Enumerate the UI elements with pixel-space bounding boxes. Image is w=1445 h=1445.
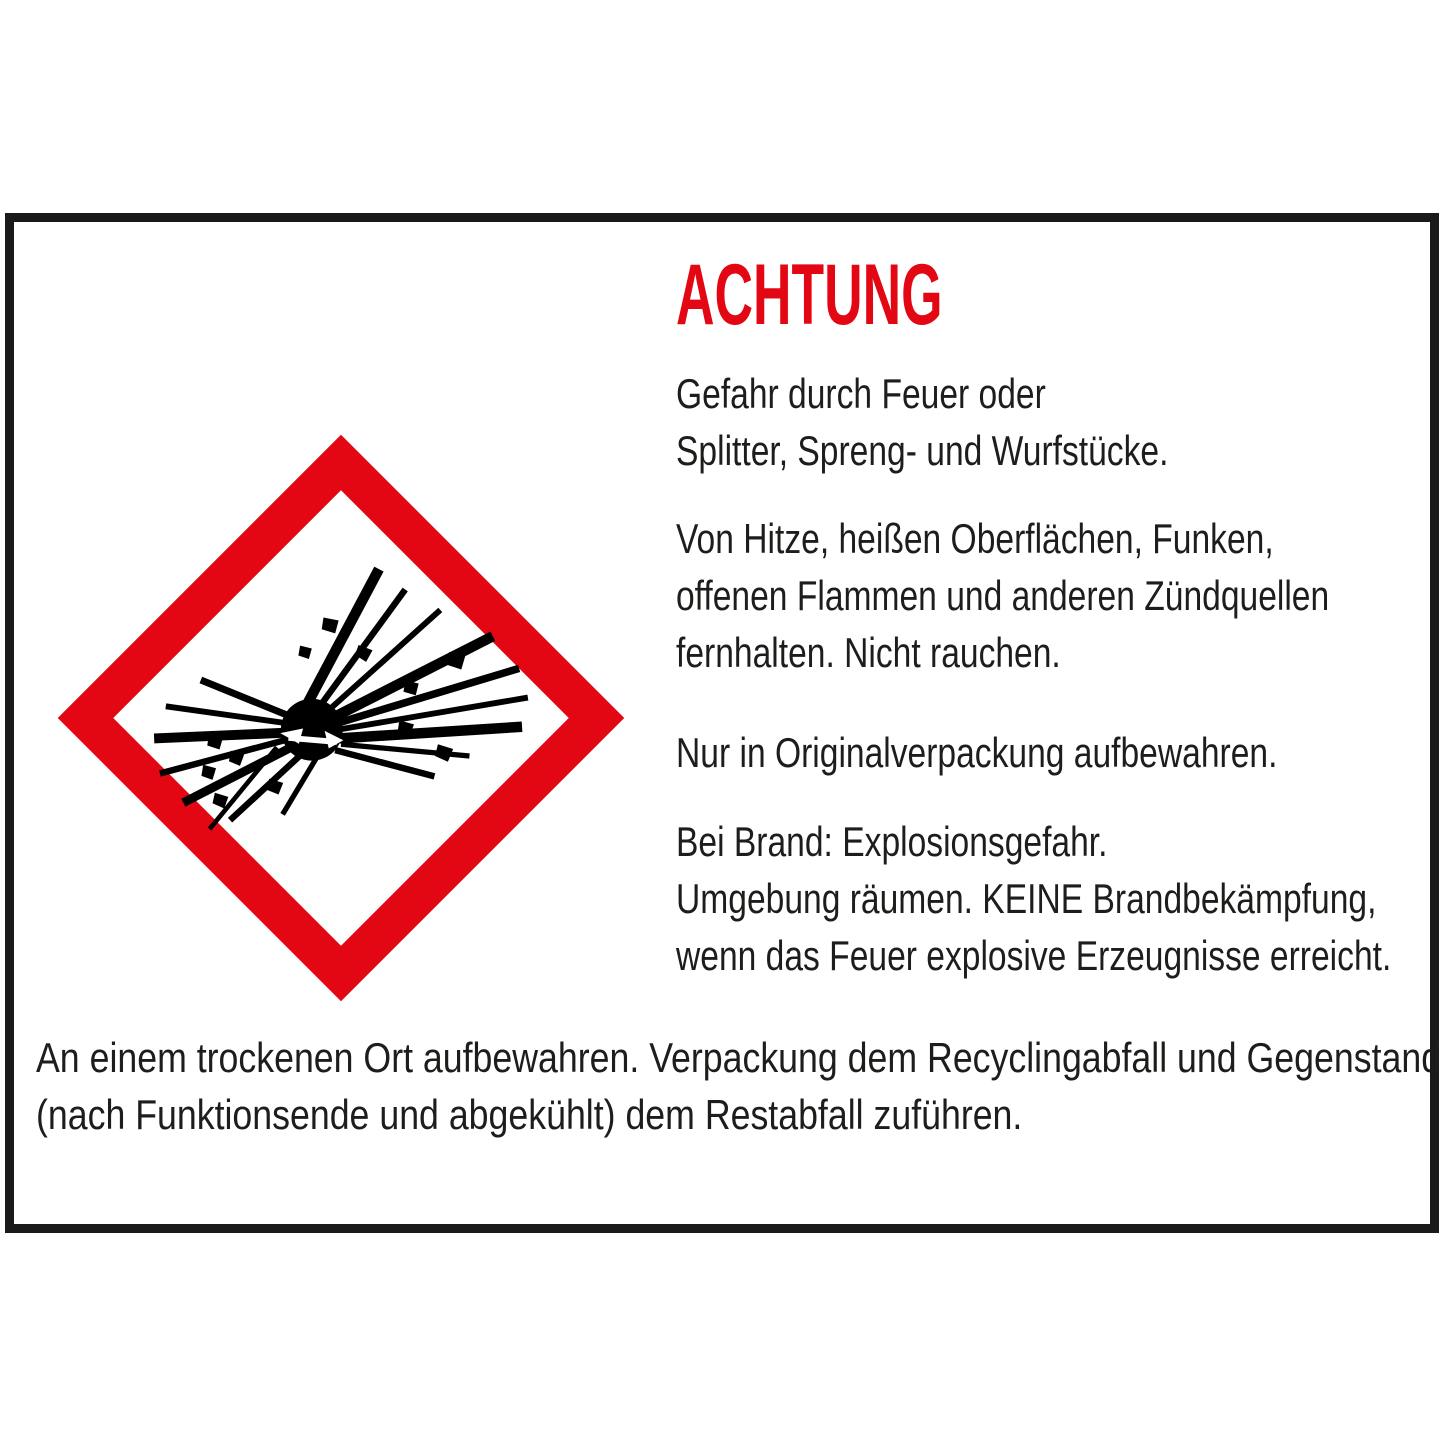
text-line: Von Hitze, heißen Oberflächen, Funken,	[676, 515, 1274, 562]
precaution-storage	[676, 724, 1277, 781]
text-line: offenen Flammen und anderen Zündquellen	[676, 572, 1330, 619]
disposal-instructions	[36, 1029, 1441, 1143]
ghs-hazard-label	[5, 213, 1442, 1233]
text-line: fernhalten. Nicht rauchen.	[676, 629, 1061, 676]
hazard-statement	[676, 365, 1168, 479]
precaution-heat	[676, 510, 1329, 681]
exploding-bomb-icon	[49, 426, 633, 1010]
text-line: Splitter, Spreng- und Wurfstücke.	[676, 427, 1169, 474]
text-line: Nur in Originalverpackung aufbewahren.	[676, 729, 1278, 776]
text-line: (nach Funktionsende und abgekühlt) dem Restabfall zuführen.	[36, 1091, 1023, 1138]
text-line: Gefahr durch Feuer oder	[676, 370, 1046, 417]
text-line: Umgebung räumen. KEINE Brandbekämpfung,	[676, 875, 1377, 922]
signal-word: ACHTUNG	[676, 247, 943, 343]
text-line: An einem trockenen Ort aufbewahren. Verpackung dem Recyclingabfall und Gegenstand	[36, 1034, 1442, 1081]
precaution-fire	[676, 813, 1391, 984]
text-line: wenn das Feuer explosive Erzeugnisse erreicht.	[676, 932, 1392, 979]
text-line: Bei Brand: Explosionsgefahr.	[676, 818, 1108, 865]
